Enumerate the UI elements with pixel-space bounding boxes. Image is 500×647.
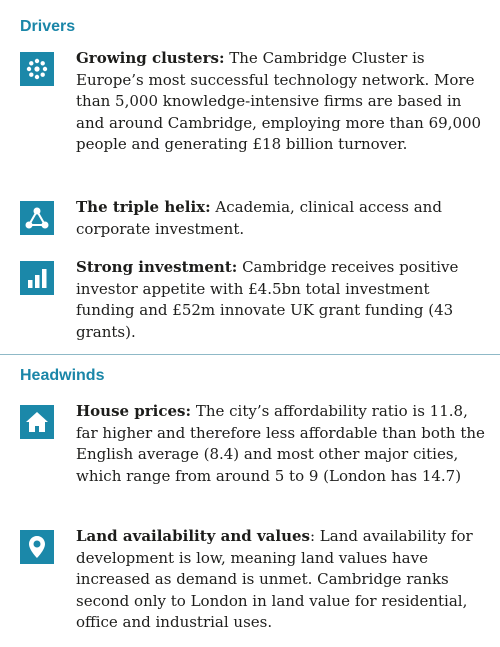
map-pin-icon [20, 530, 54, 564]
driver-title: The triple helix: [76, 198, 211, 216]
network-icon [20, 201, 54, 235]
driver-text [76, 48, 490, 156]
house-icon [20, 405, 54, 439]
driver-body: Academia, clinical access and corporate investment. [76, 198, 442, 238]
driver-title: Strong investment: [76, 258, 238, 276]
section-divider [0, 354, 500, 355]
driver-title: Growing clusters: [76, 49, 225, 67]
driver-body: Cambridge receives positive investor appetite with £4.5bn total investment funding and £52m innovate UK grant funding (43 grants). [76, 258, 459, 341]
driver-text [76, 257, 490, 343]
headwind-title: Land availability and values [76, 527, 310, 545]
drivers-heading: Drivers [20, 18, 76, 35]
bar-chart-icon [20, 261, 54, 295]
headwind-text [76, 401, 490, 487]
headwind-body: : Land availability for development is low, meaning land values have increased as demand is unmet. Cambridge ranks second only to London in land value for residential, office and industrial uses. [76, 527, 473, 631]
headwind-body: The city’s affordability ratio is 11.8, far higher and therefore less affordable than both the English average (8.4) and most other major cities, which range from around 5 to 9 (London has 14.7) [76, 402, 485, 485]
driver-text [76, 197, 490, 240]
headwind-text [76, 526, 490, 634]
headwind-title: House prices: [76, 402, 192, 420]
headwinds-heading: Headwinds [20, 367, 105, 384]
cluster-icon [20, 52, 54, 86]
driver-body: The Cambridge Cluster is Europe’s most successful technology network. More than 5,000 knowledge-intensive firms are based in and around Cambridge, employing more than 69,000 people and generating £18 billion turnover. [76, 49, 482, 153]
